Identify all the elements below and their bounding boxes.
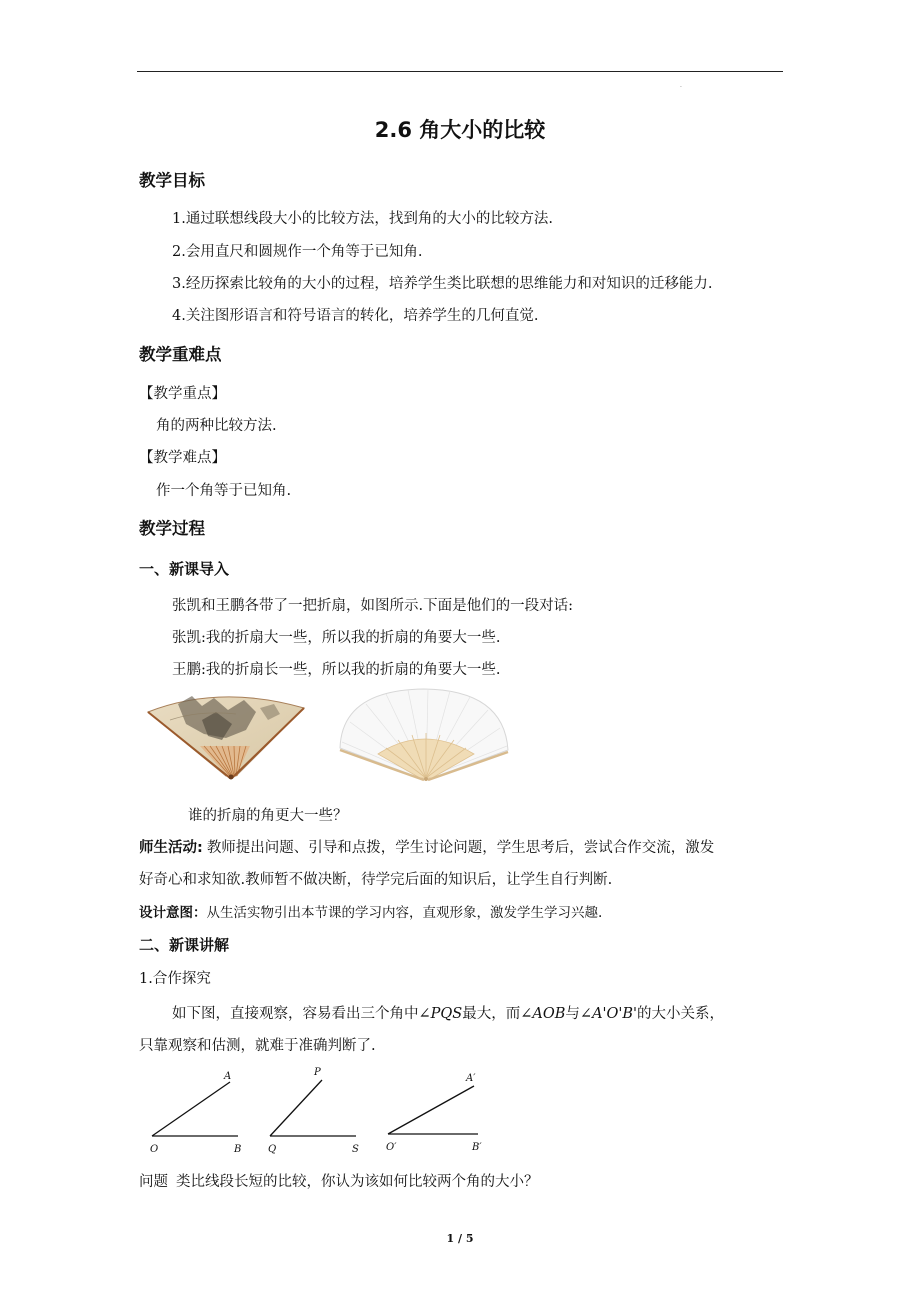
page-title: 2.6 角大小的比较 [374, 118, 546, 142]
label-o2: O′ [386, 1142, 397, 1153]
label-p: P [314, 1067, 321, 1078]
activity-text: 教师提出问题、引导和点拨，学生讨论问题，学生思考后，尝试合作交流，激发 [206, 840, 715, 856]
subsection-cooperative-inquiry: 1.合作探究 [139, 971, 211, 987]
page-number: 1 / 5 [446, 1232, 474, 1245]
intent-line [139, 901, 602, 921]
para-text-c: 与∠ [565, 1006, 593, 1022]
problem-text: 类比线段长短的比较，你认为该如何比较两个角的大小？ [176, 1174, 539, 1190]
angle-pqs-figure [268, 1067, 359, 1155]
intent-text: 从生活实物引出本节课的学习内容，直观形象，激发学生学习兴趣. [206, 905, 603, 921]
label-s: S [352, 1144, 359, 1155]
angle-a2o2b2-figure [386, 1073, 482, 1153]
focus-label: 【教学重点】 [139, 386, 226, 402]
painted-fan-image [140, 690, 310, 785]
focus-text: 角的两种比较方法. [156, 418, 277, 434]
goals-heading: 教学目标 [139, 171, 205, 190]
label-o: O [150, 1144, 159, 1155]
dialogue-wangpeng: 王鹏:我的折扇长一些，所以我的折扇的角要大一些. [172, 662, 501, 678]
section1-heading: 一、新课导入 [139, 560, 230, 578]
section2-heading: 二、新课讲解 [139, 936, 230, 954]
para-text-d: 的大小关系， [637, 1006, 725, 1022]
difficulty-text: 作一个角等于已知角. [156, 483, 292, 499]
compare-paragraph-line-1 [172, 1002, 724, 1023]
key-points-heading: 教学重难点 [139, 345, 222, 364]
angle-aob-figure [150, 1071, 241, 1155]
label-b2: B′ [472, 1142, 482, 1153]
intent-label: 设计意图： [139, 905, 207, 921]
para-text-b: 最大，而∠ [462, 1006, 533, 1022]
process-heading: 教学过程 [139, 519, 205, 538]
label-a2: A′ [466, 1073, 476, 1084]
header-dot: · [680, 84, 682, 91]
goal-item-4: 4.关注图形语言和符号语言的转化，培养学生的几何直觉. [172, 308, 539, 324]
activity-line-1 [139, 836, 714, 857]
angle-pqs-symbol: PQS [430, 1006, 463, 1022]
fan-question: 谁的折扇的角更大一些？ [188, 808, 348, 824]
problem-label: 问题 [139, 1174, 168, 1190]
goal-item-2: 2.会用直尺和圆规作一个角等于已知角. [172, 244, 423, 260]
angle-a2o2b2-symbol: A'O'B' [592, 1006, 638, 1022]
dialogue-intro: 张凯和王鹏各带了一把折扇，如图所示.下面是他们的一段对话: [172, 598, 573, 614]
goal-item-1: 1.通过联想线段大小的比较方法，找到角的大小的比较方法. [172, 211, 553, 227]
activity-line-2: 好奇心和求知欲.教师暂不做决断，待学完后面的知识后，让学生自行判断. [139, 872, 613, 888]
difficulty-label: 【教学难点】 [139, 450, 226, 466]
problem-line [139, 1170, 539, 1191]
white-fan-image [328, 688, 512, 785]
activity-label: 师生活动: [139, 840, 203, 856]
compare-paragraph-line-2: 只靠观察和估测，就难于准确判断了. [139, 1038, 376, 1054]
para-text-a: 如下图，直接观察，容易看出三个角中∠ [172, 1006, 431, 1022]
dialogue-zhangkai: 张凯:我的折扇大一些，所以我的折扇的角要大一些. [172, 630, 501, 646]
label-q: Q [268, 1144, 277, 1155]
label-b: B [234, 1144, 242, 1155]
label-a: A [224, 1071, 232, 1082]
three-angles-figure [140, 1062, 500, 1160]
goal-item-3: 3.经历探索比较角的大小的过程，培养学生类比联想的思维能力和对知识的迁移能力. [172, 276, 713, 292]
angle-aob-symbol: AOB [532, 1006, 566, 1022]
header-rule [137, 71, 783, 72]
